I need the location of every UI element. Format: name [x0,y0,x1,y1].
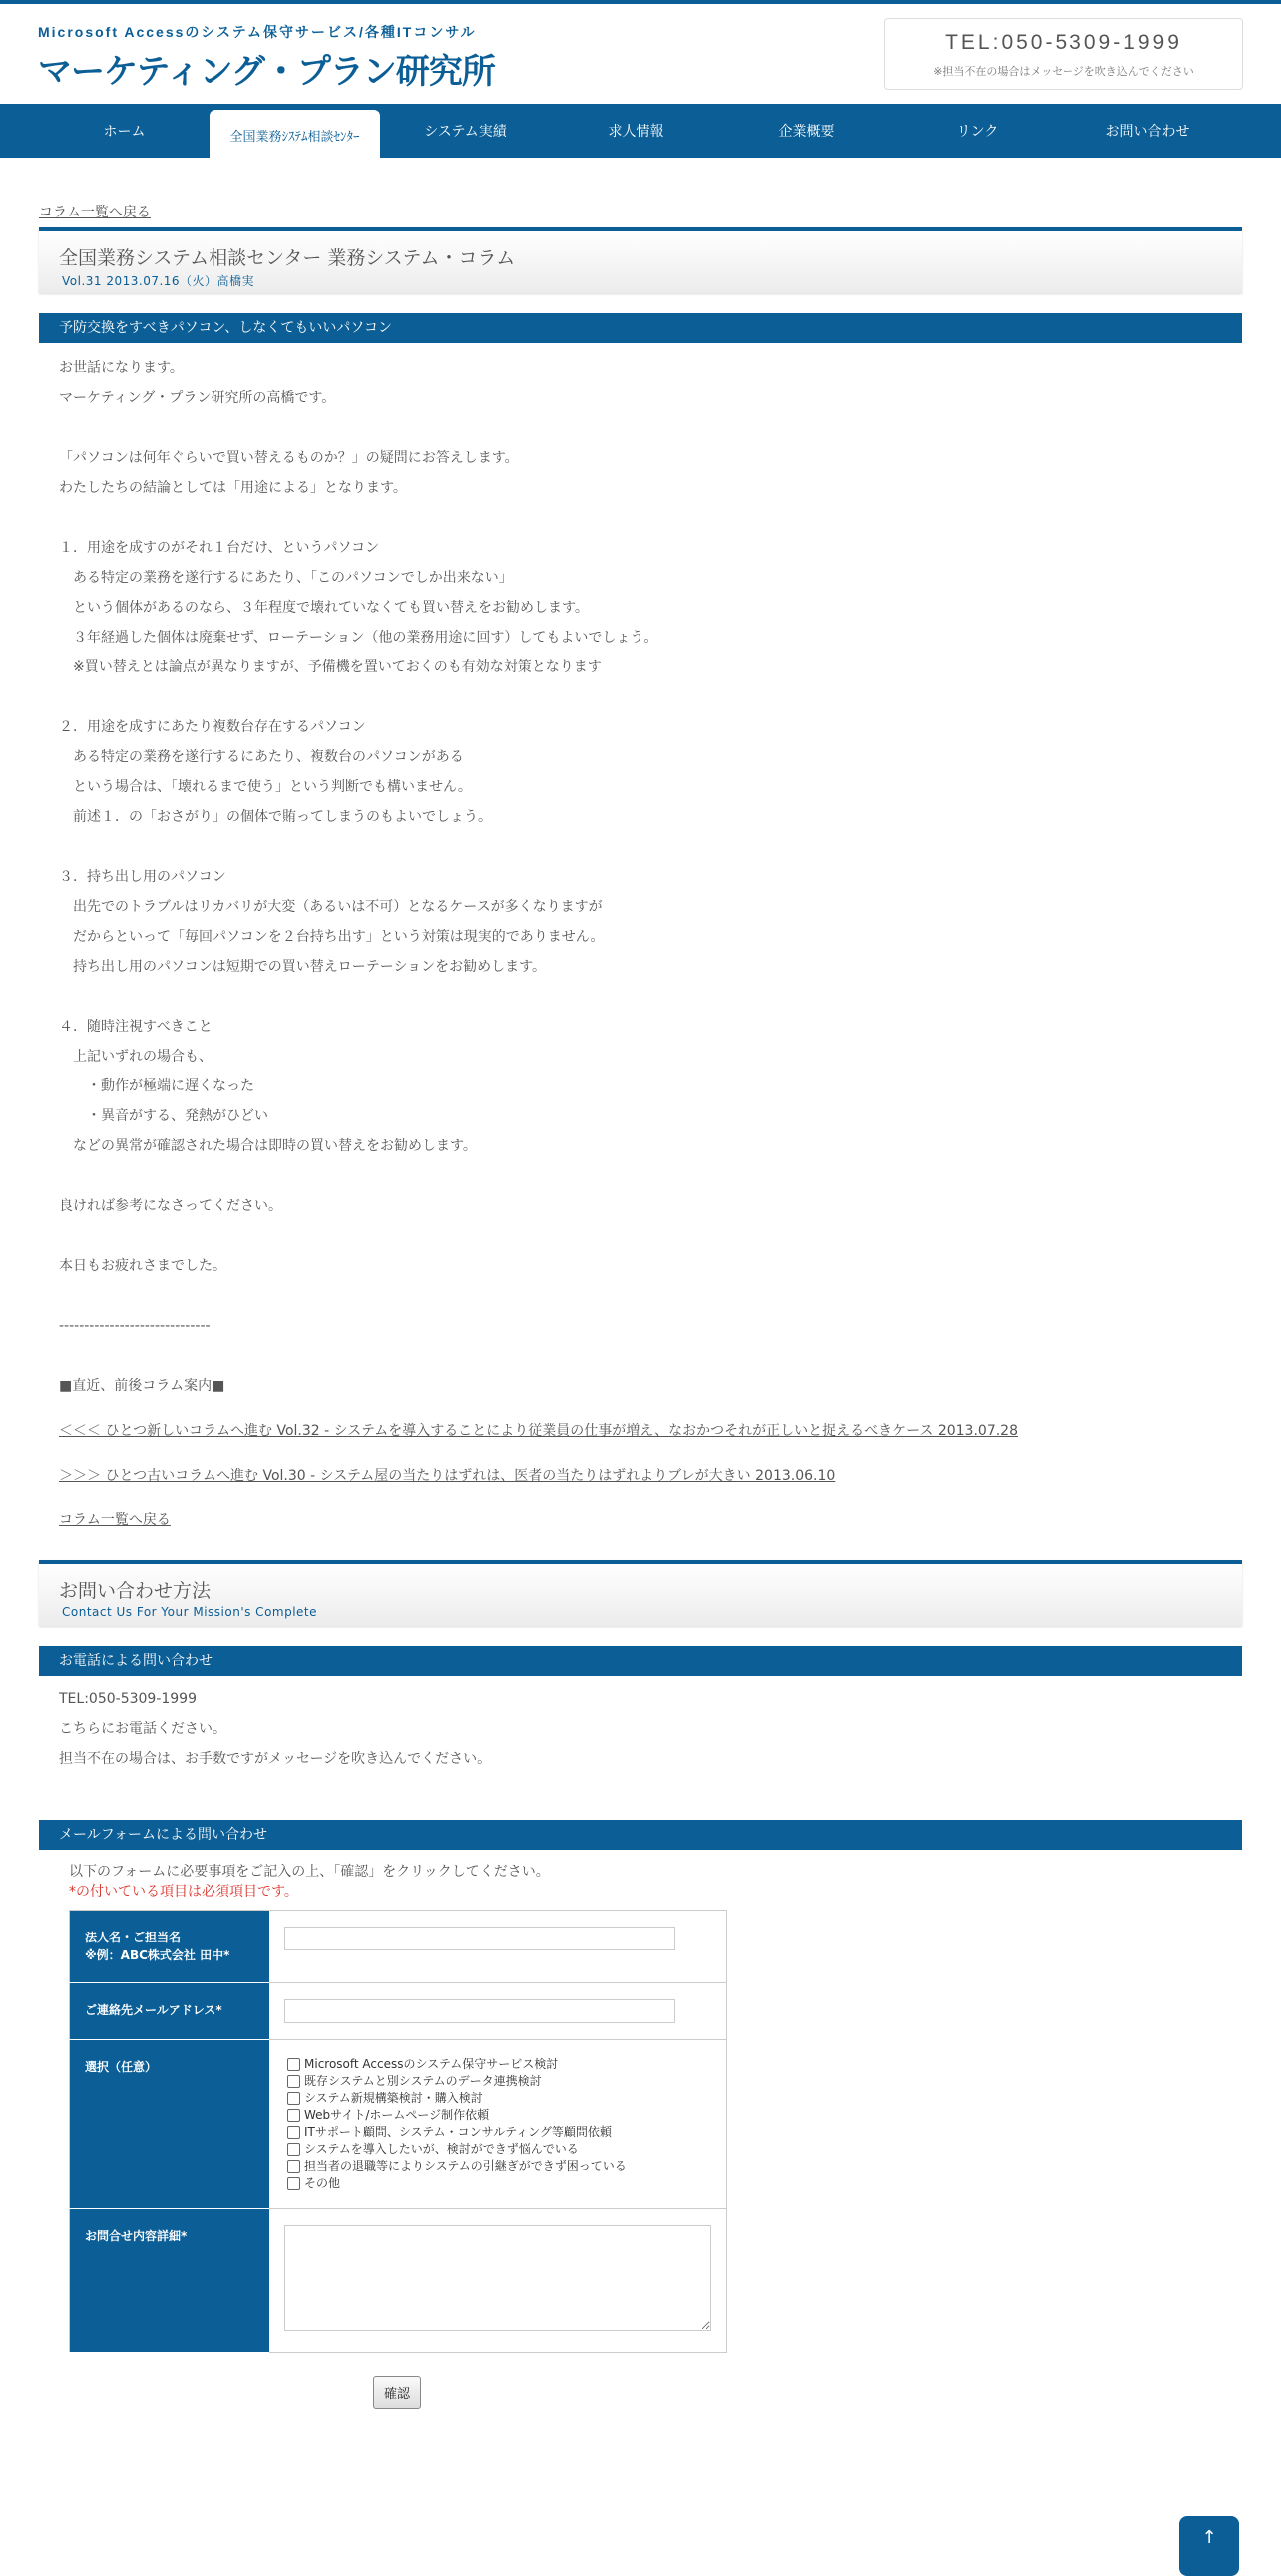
article-line: 上記いずれの場合も、 [59,1049,213,1065]
article-line: 持ち出し用のパソコンは短期での買い替えローテーションをお勧めします。 [59,959,547,975]
article-line: ３．持ち出し用のパソコン [59,869,226,885]
tel-box [884,18,1243,90]
checkbox[interactable] [287,2126,300,2139]
article-line: という場合は、「壊れるまで使う」という判断でも構いません。 [59,779,472,795]
article-line: ・動作が極端に遅くなった [59,1078,254,1094]
article-spacer [59,1401,1222,1416]
article-body [39,353,1242,1416]
article-heading: 予防交換をすべきパソコン、しなくてもいいパソコン [39,313,1242,343]
nav-company[interactable]: 企業概要 [778,124,835,140]
option-checkbox-row[interactable] [284,2175,711,2192]
phone-number: TEL:050-5309-1999 [59,1691,197,1707]
form-instruction: 以下のフォームに必要事項をご記入の上、「確認」をクリックしてください。 [69,1864,550,1880]
article-line [59,982,1222,1012]
option-checkbox-row[interactable] [284,2056,711,2073]
site-logo[interactable] [38,22,495,93]
tel-note: ※担当不在の場合はメッセージを吹き込んでください [933,65,1194,78]
article-line: ある特定の業務を遂行するにあたり、「このパソコンでしか出来ない」 [59,570,513,586]
article-line: などの異常が確認された場合は即時の買い替えをお勧めします。 [59,1138,477,1154]
form-intro [69,1862,1242,1902]
article-line [59,503,1222,533]
article-line: お世話になります。 [59,360,184,376]
option-label: 担当者の退職等によりシステムの引継ぎができず困っている [304,2159,627,2173]
back-to-column-list-link[interactable]: コラム一覧へ戻る [39,205,151,220]
checkbox[interactable] [287,2058,300,2071]
option-label: システム新規構築検討・購入検討 [304,2091,483,2105]
nav-recruit[interactable]: 求人情報 [608,124,664,140]
article-line: ------------------------------ [59,1318,211,1334]
form-required-note: *の付いている項目は必須項目です。 [69,1884,298,1900]
article-line: 前述１．の「おさがり」の個体で賄ってしまうのもよいでしょう。 [59,809,492,825]
article-line [59,413,1222,443]
options-list [269,2040,727,2209]
article-line: だからといって「毎回パソコンを２台持ち出す」という対策は現実的でありません。 [59,929,605,945]
checkbox[interactable] [287,2160,300,2173]
option-label: Webサイト/ホームページ制作依頼 [304,2108,490,2122]
next-column-link[interactable]: ＜＜＜ ひとつ新しいコラムへ進む Vol.32 - システムを導入することにより従業員の仕事が増え、なおかつそれが正しいと捉えるべきケース 2013.07.28 [59,1423,1018,1439]
checkbox[interactable] [287,2177,300,2190]
nav-home[interactable]: ホーム [103,124,146,140]
phone-contact-heading: お電話による問い合わせ [39,1646,1242,1676]
article-line: マーケティング・プラン研究所の高橋です。 [59,390,336,406]
option-checkbox-row[interactable] [284,2124,711,2141]
mail-contact-heading: メールフォームによる問い合わせ [39,1820,1242,1850]
checkbox[interactable] [287,2075,300,2088]
phone-note: 担当不在の場合は、お手数ですがメッセージを吹き込んでください。 [59,1751,492,1767]
article-line: 「パソコンは何年ぐらいで買い替えるものか？」の疑問にお答えします。 [59,450,519,466]
option-label: その他 [304,2176,341,2190]
article-line: ある特定の業務を遂行するにあたり、複数台のパソコンがある [59,749,464,765]
name-label-line2: ※例：ABC株式会社 田中* [85,1948,230,1962]
contact-title-box [39,1560,1242,1626]
article-title-box [39,227,1242,293]
main-content [39,202,1242,2409]
article-line: わたしたちの結論としては「用途による」となります。 [59,480,407,496]
article-line [59,832,1222,862]
option-label: システムを導入したいが、検討ができず悩んでいる [304,2142,579,2156]
name-field[interactable] [284,1927,675,1950]
nav-links[interactable]: リンク [956,124,999,140]
confirm-button[interactable]: 確認 [373,2376,421,2409]
checkbox[interactable] [287,2109,300,2122]
email-label: ご連絡先メールアドレス* [70,1983,270,2040]
article-line: ・異音がする、発熱がひどい [59,1108,268,1124]
option-label: Microsoft Accessのシステム保守サービス検討 [304,2057,559,2071]
page-title: 全国業務システム相談センター 業務システム・コラム [59,247,516,269]
article-line: という個体があるのなら、３年程度で壊れていなくても買い替えをお勧めします。 [59,600,589,616]
option-label: ITサポート顧問、システム・コンサルティング等顧問依頼 [304,2125,612,2139]
article-line: ■直近、前後コラム案内■ [59,1378,225,1394]
site-header [0,4,1281,104]
logo-tagline: Microsoft Accessのシステム保守サービス/各種ITコンサル [38,24,477,40]
article-line: 良ければ参考になさってください。 [59,1198,282,1214]
tel-number: TEL:050-5309-1999 [945,31,1182,54]
option-checkbox-row[interactable] [284,2158,711,2175]
column-nav-links [39,1416,1242,1535]
back-to-column-list-link-bottom[interactable]: コラム一覧へ戻る [59,1512,171,1528]
article-line [59,1281,1222,1311]
article-line: ４．随時注視すべきこと [59,1019,213,1035]
select-label: 選択（任意） [70,2040,270,2209]
email-field[interactable] [284,1999,675,2023]
nav-system-results[interactable]: システム実績 [424,124,507,140]
prev-column-link[interactable]: ＞＞＞ ひとつ古いコラムへ進む Vol.30 - システム屋の当たりはずれは、医者の当たりはずれよりブレが大きい 2013.06.10 [59,1468,836,1484]
contact-title: お問い合わせ方法 [59,1580,212,1602]
page-top-button[interactable]: ↑ [1179,2516,1239,2576]
article-line: 本日もお疲れさまでした。 [59,1258,226,1274]
global-nav [0,104,1281,158]
option-checkbox-row[interactable] [284,2090,711,2107]
option-checkbox-row[interactable] [284,2141,711,2158]
article-line [59,1221,1222,1251]
option-checkbox-row[interactable] [284,2107,711,2124]
article-line [59,1161,1222,1191]
nav-consult-center[interactable]: 全国業務ｼｽﾃﾑ相談ｾﾝﾀｰ [210,110,380,160]
option-checkbox-row[interactable] [284,2073,711,2090]
checkbox[interactable] [287,2092,300,2105]
logo-title: マーケティング・プラン研究所 [38,52,495,92]
contact-subtitle: Contact Us For Your Mission's Complete [62,1605,318,1619]
article-line: ３年経過した個体は廃棄せず、ローテーション（他の業務用途に回す）してもよいでしょう。 [59,630,658,645]
contact-form [69,1910,727,2353]
article-line: ※買い替えとは論点が異なりますが、予備機を置いておくのも有効な対策となります [59,659,602,675]
phone-instruction: こちらにお電話ください。 [59,1721,226,1737]
nav-contact[interactable]: お問い合わせ [1105,124,1190,140]
name-label [70,1911,270,1983]
option-label: 既存システムと別システムのデータ連携検討 [304,2074,542,2088]
article-meta: Vol.31 2013.07.16（火）高橋実 [62,274,255,288]
article-line: 出先でのトラブルはリカバリが大変（あるいは不可）となるケースが多くなりますが [59,899,603,915]
detail-textarea[interactable] [284,2225,711,2331]
detail-label: お問合せ内容詳細* [70,2209,270,2353]
checkbox[interactable] [287,2143,300,2156]
name-label-line1: 法人名・ご担当名 [85,1931,182,1944]
article-line [59,682,1222,712]
phone-contact-text [39,1684,1242,1774]
article-line [59,1341,1222,1371]
article-line: ２．用途を成すにあたり複数台存在するパソコン [59,719,366,735]
article-line: １．用途を成すのがそれ１台だけ、というパソコン [59,540,380,556]
